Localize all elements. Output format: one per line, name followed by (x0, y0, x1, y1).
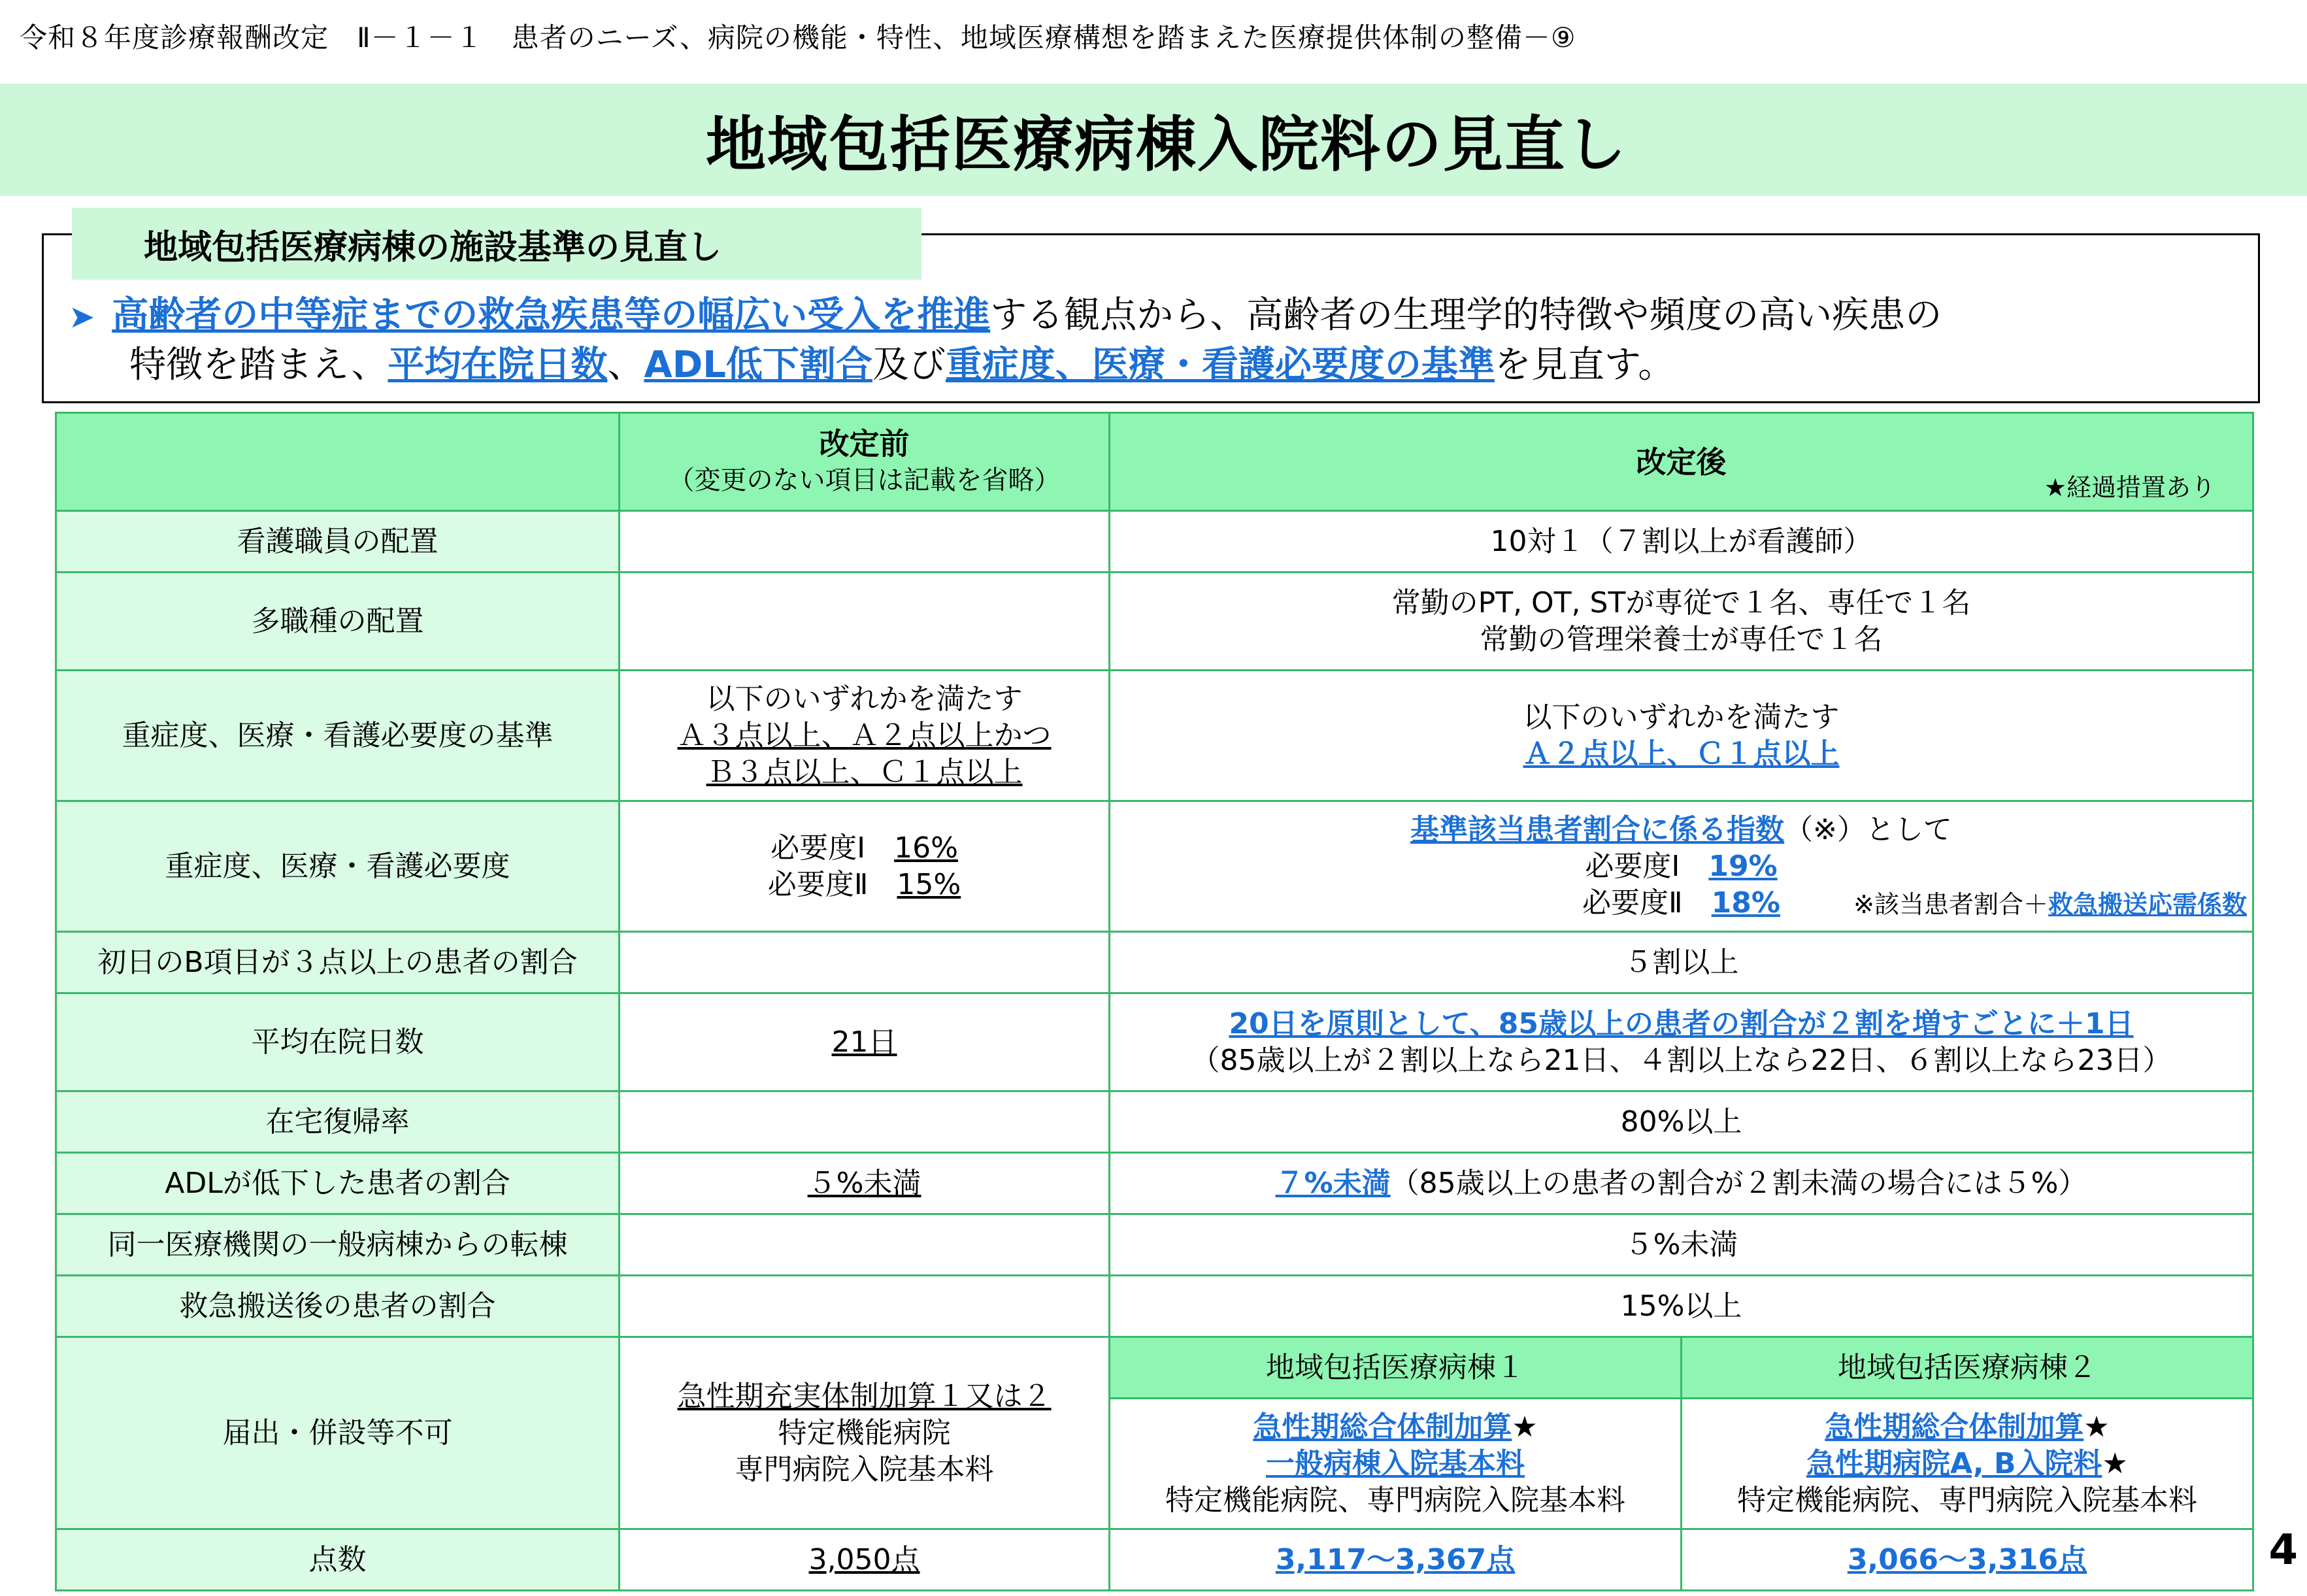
row-before-avg-stay: 21日 (620, 993, 1110, 1091)
row-label-points: 点数 (56, 1529, 620, 1591)
ward1-filing-line-1 (1117, 1409, 1674, 1446)
row-label-nurse: 看護職員の配置 (56, 511, 620, 573)
row-before-emergency (620, 1276, 1110, 1337)
summary-emphasis-2: 平均在院日数 (388, 344, 608, 386)
header-before-title: 改定前 (819, 425, 910, 461)
row-before-filing (620, 1337, 1110, 1529)
ward2-filing-link-1: 急性期総合体制加算 (1825, 1410, 2084, 1444)
summary-text-7: 及び (872, 344, 946, 386)
degree-after-2-label: 必要度Ⅱ (1582, 886, 1712, 920)
row-before-nurse (620, 511, 1110, 573)
ward2-filing-link-2: 急性期病院A, B入院料 (1806, 1446, 2102, 1480)
table-row (56, 671, 2253, 801)
standards-table (55, 412, 2254, 1591)
summary-emphasis-3: ADL低下割合 (644, 344, 872, 386)
avg-stay-after-line-2: （85歳以上が２割以上なら21日、４割以上なら22日、６割以上なら23日） (1191, 1043, 2172, 1077)
row-label-transfer: 同一医療機関の一般病棟からの転棟 (56, 1214, 620, 1276)
ward2-filing (1682, 1399, 2253, 1529)
multi-after-line-1: 常勤のPT, OT, STが専従で１名、専任で１名 (1391, 586, 1971, 620)
breadcrumb: 令和８年度診療報酬改定 Ⅱ－１－１ 患者のニーズ、病院の機能・特性、地域医療構想を踏まえた医療提供体制の整備－⑨ (20, 22, 1576, 54)
summary-emphasis-4: 重症度、医療・看護必要度の基準 (945, 344, 1495, 386)
row-label-filing: 届出・併設等不可 (56, 1337, 620, 1529)
ward1-filing-link-1: 急性期総合体制加算 (1253, 1410, 1512, 1444)
table-row (56, 573, 2253, 671)
summary-line-2 (129, 336, 1674, 395)
degree-after-1-value: 19% (1708, 849, 1778, 883)
row-after-avg-stay (1110, 993, 2253, 1091)
filing-before-line-3: 専門病院入院基本料 (735, 1452, 994, 1486)
degree-index-link: 基準該当患者割合に係る指数 (1410, 812, 1785, 846)
star-mark: ★ (2102, 1446, 2128, 1480)
table-row (56, 1153, 2253, 1214)
ward2-filing-line-2 (1689, 1446, 2246, 1482)
summary-text-3: 特徴を踏まえ、 (129, 344, 388, 386)
row-after-home: 80%以上 (1110, 1091, 2253, 1153)
filing-before-line-1: 急性期充実体制加算１又は２ (677, 1379, 1052, 1413)
adl-after-link: ７%未満 (1275, 1166, 1391, 1200)
header-after (1110, 413, 2253, 511)
criteria-before-line-2: Ａ３点以上、Ａ２点以上かつ (677, 718, 1052, 752)
degree-footnote-link: 救急搬送応需係数 (2048, 890, 2247, 919)
table-row (56, 1091, 2253, 1153)
avg-stay-after-line-1: 20日を原則として、85歳以上の患者の割合が２割を増すごとに＋1日 (1229, 1006, 2134, 1040)
summary-emphasis-1: 高齢者の中等症までの救急疾患等の幅広い受入を推進 (112, 294, 991, 337)
ward2-points: 3,066～3,316点 (1682, 1529, 2253, 1591)
section-tab (72, 208, 921, 280)
summary-text-5: 、 (607, 344, 644, 386)
transition-note: ★経過措置あり (2044, 473, 2216, 502)
multi-after-line-2: 常勤の管理栄養士が専任で１名 (1480, 622, 1883, 656)
ward2-filing-line-1 (1689, 1409, 2246, 1446)
header-after-title: 改定後 (1636, 444, 1727, 480)
header-blank (56, 413, 620, 511)
table-header-row (56, 413, 2253, 511)
title-band (0, 84, 2307, 196)
ward1-filing-line-3: 特定機能病院、専門病院入院基本料 (1165, 1483, 1625, 1517)
table-row (56, 1276, 2253, 1337)
star-mark: ★ (2083, 1410, 2110, 1444)
row-before-transfer (620, 1214, 1110, 1276)
ward1-header: 地域包括医療病棟１ (1110, 1337, 1682, 1399)
row-after-emergency: 15%以上 (1110, 1276, 2253, 1337)
row-after-criteria (1110, 671, 2253, 801)
table-row (56, 932, 2253, 993)
summary-text-9: を見直す。 (1494, 344, 1675, 386)
criteria-after-line-2: Ａ２点以上、Ｃ１点以上 (1523, 737, 1840, 771)
row-before-multi (620, 573, 1110, 671)
degree-before-1-label: 必要度Ⅰ (771, 831, 895, 865)
row-before-degree (620, 801, 1110, 932)
criteria-before-line-3: Ｂ３点以上、Ｃ１点以上 (706, 755, 1023, 789)
row-label-degree: 重症度、医療・看護必要度 (56, 801, 620, 932)
degree-before-1-value: 16% (894, 831, 958, 865)
row-label-emergency: 救急搬送後の患者の割合 (56, 1276, 620, 1337)
arrow-bullet-icon: ➤ (69, 299, 95, 335)
degree-footnote-text: ※該当患者割合＋ (1853, 890, 2048, 919)
ward2-header: 地域包括医療病棟２ (1682, 1337, 2253, 1399)
row-after-degree (1110, 801, 2253, 932)
row-before-home (620, 1091, 1110, 1153)
section-label: 地域包括医療病棟の施設基準の見直し (144, 227, 722, 267)
degree-after-head-suffix: （※）として (1784, 812, 1952, 846)
filing-before-line-2: 特定機能病院 (778, 1416, 951, 1450)
degree-after-head (1117, 812, 2246, 848)
ward1-points: 3,117～3,367点 (1110, 1529, 1682, 1591)
degree-before-line-1 (627, 830, 1102, 867)
row-before-points: 3,050点 (620, 1529, 1110, 1591)
criteria-after-line-1: 以下のいずれかを満たす (1523, 700, 1840, 734)
degree-before-2-value: 15% (897, 867, 961, 901)
degree-footnote (1853, 886, 2247, 923)
degree-before-2-label: 必要度Ⅱ (767, 867, 897, 901)
table-row (56, 1337, 2253, 1399)
ward1-filing (1110, 1399, 1682, 1529)
row-after-adl (1110, 1153, 2253, 1214)
degree-after-2-value: 18% (1711, 886, 1780, 920)
row-after-transfer: ５%未満 (1110, 1214, 2253, 1276)
header-before (620, 413, 1110, 511)
table-row (56, 993, 2253, 1091)
row-after-nurse: 10対１（７割以上が看護師） (1110, 511, 2253, 573)
ward1-filing-link-2: 一般病棟入院基本料 (1266, 1446, 1525, 1480)
page-number: 4 (2268, 1526, 2298, 1574)
row-label-avg-stay: 平均在院日数 (56, 993, 620, 1091)
page-title: 地域包括医療病棟入院料の見直し (705, 110, 1627, 180)
table-row (56, 1529, 2253, 1591)
header-before-note: （変更のない項目は記載を省略） (668, 465, 1061, 495)
row-before-adl: ５%未満 (620, 1153, 1110, 1214)
row-before-b-item (620, 932, 1110, 993)
degree-after-1-label: 必要度Ⅰ (1585, 849, 1709, 883)
criteria-before-line-1: 以下のいずれかを満たす (706, 682, 1023, 716)
row-label-adl: ADLが低下した患者の割合 (56, 1153, 620, 1214)
ward2-filing-line-3: 特定機能病院、専門病院入院基本料 (1737, 1483, 2197, 1517)
row-label-criteria: 重症度、医療・看護必要度の基準 (56, 671, 620, 801)
summary-text-2: する観点から、高齢者の生理学的特徴や頻度の高い疾患の (990, 294, 1942, 337)
table-row (56, 801, 2253, 932)
table-row (56, 511, 2253, 573)
star-mark: ★ (1512, 1410, 1538, 1444)
row-label-home: 在宅復帰率 (56, 1091, 620, 1153)
row-label-b-item: 初日のB項目が３点以上の患者の割合 (56, 932, 620, 993)
degree-before-line-2 (627, 867, 1102, 903)
adl-after-rest: （85歳以上の患者の割合が２割未満の場合には５%） (1390, 1166, 2087, 1200)
degree-after-line-1 (1117, 848, 2246, 885)
row-before-criteria (620, 671, 1110, 801)
table-row (56, 1214, 2253, 1276)
row-after-b-item: ５割以上 (1110, 932, 2253, 993)
row-label-multi: 多職種の配置 (56, 573, 620, 671)
row-after-multi (1110, 573, 2253, 671)
